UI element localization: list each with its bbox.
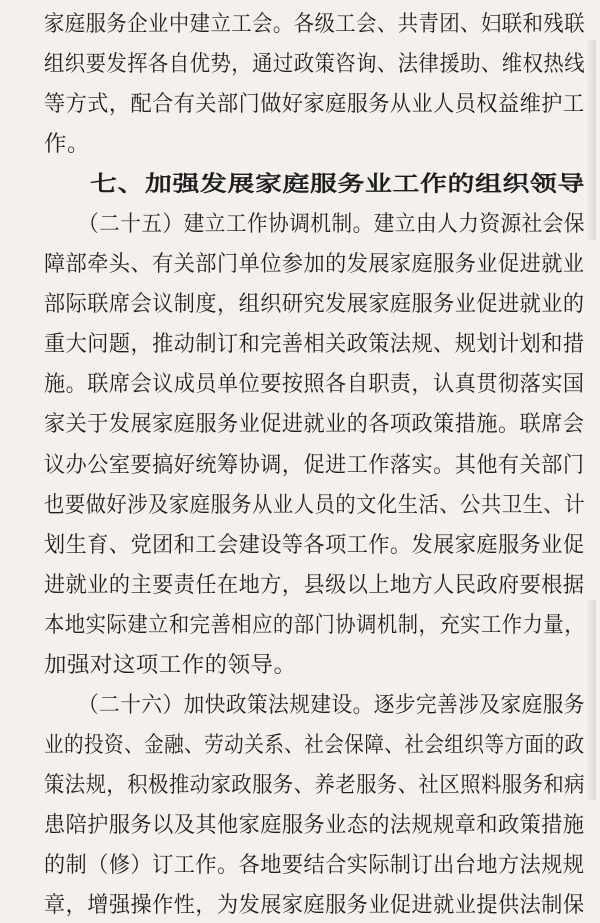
text-line: 家关于发展家庭服务业促进就业的各项政策措施。联席会 [44,412,585,438]
text-line: 策法规，积极推动家政服务、养老服务、社区照料服务和病 [44,772,586,798]
text-line: 等方式，配合有关部门做好家庭服务从业人员权益维护工 [44,92,585,118]
text-line: （二十六）加快政策法规建设。逐步完善涉及家庭服务 [78,692,586,718]
page-edge-shadow [586,600,596,800]
text-line: （二十五）建立工作协调机制。建立由人力资源社会保 [78,212,586,238]
page-edge-shadow [586,40,596,240]
text-line: 患陪护服务以及其他家庭服务业态的法规规章和政策措施 [44,812,585,838]
text-line: 本地实际建立和完善相应的部门协调机制，充实工作力量， [44,612,586,638]
text-line: 组织要发挥各自优势，通过政策咨询、法律援助、维权热线 [44,52,586,78]
text-line: 障部牵头、有关部门单位参加的发展家庭服务业促进就业 [44,252,585,278]
text-line: 部际联席会议制度，组织研究发展家庭服务业促进就业的 [44,292,585,318]
text-line: 加强对这项工作的领导。 [44,652,297,678]
text-line: 家庭服务企业中建立工会。各级工会、共青团、妇联和残联 [44,12,586,37]
text-line: 进就业的主要责任在地方，县级以上地方人民政府要根据 [44,572,585,598]
text-line: 施。联席会议成员单位要按照各自职责，认真贯彻落实国 [44,372,585,398]
text-line: 作。 [44,132,90,158]
text-line: 也要做好涉及家庭服务从业人员的文化生活、公共卫生、计 [44,492,586,518]
text-line: 划生育、党团和工会建设等各项工作。发展家庭服务业促 [44,532,585,558]
text-line: 章，增强操作性，为发展家庭服务业促进就业提供法制保 [44,893,585,918]
text-line: 业的投资、金融、劳动关系、社会保障、社会组织等方面的政 [44,732,585,758]
text-line: 重大问题，推动制订和完善相关政策法规、规划计划和措 [44,332,585,358]
section-heading: 七、加强发展家庭服务业工作的组织领导 [90,172,586,198]
text-line: 的制（修）订工作。各地要结合实际制订出台地方法规规 [44,852,585,878]
text-line: 议办公室要搞好统筹协调，促进工作落实。其他有关部门 [44,452,585,478]
